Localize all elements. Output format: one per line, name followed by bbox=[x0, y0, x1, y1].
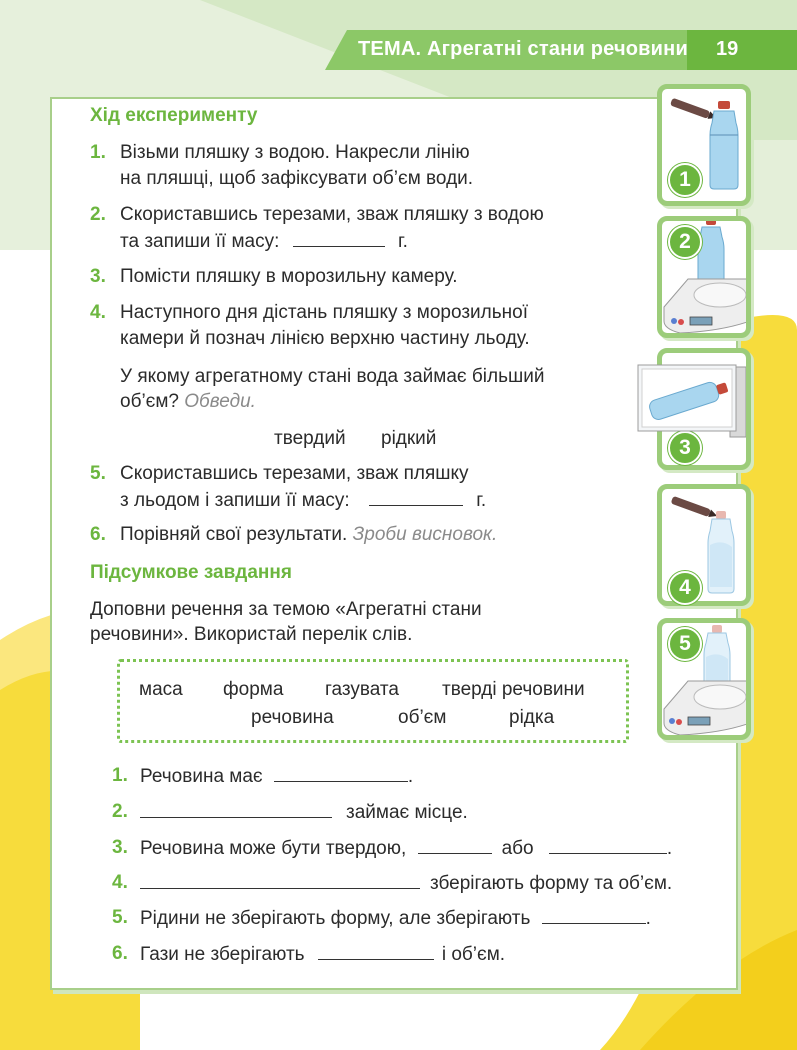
sentence-3-text: Речовина може бути твердою, bbox=[140, 838, 407, 859]
step-badge: 3 bbox=[668, 431, 702, 465]
sentence-1-end: . bbox=[407, 766, 414, 787]
sentence-6-end: і об’єм. bbox=[441, 944, 506, 965]
sentence-4-text: зберігають форму та об’єм. bbox=[430, 873, 673, 894]
sentence-number: 3. bbox=[112, 837, 128, 858]
sentence-6-text: Гази не зберігають bbox=[140, 944, 305, 965]
sentence-1-blank[interactable] bbox=[274, 763, 408, 782]
sentence-number: 5. bbox=[112, 907, 128, 928]
sentence-3-blank-b[interactable] bbox=[549, 835, 667, 854]
final-intro-line-2: речовини». Використай перелік слів. bbox=[90, 624, 413, 645]
step-2-line-1: Скориставшись терезами, зваж пляшку з водою bbox=[120, 204, 544, 225]
sentence-4-blank[interactable] bbox=[140, 870, 420, 889]
step-2-text: та запиши її масу: bbox=[120, 231, 280, 252]
step-card-4 bbox=[657, 484, 751, 606]
sentence-1 bbox=[140, 763, 413, 790]
sentence-6-blank[interactable] bbox=[318, 941, 434, 960]
sentence-number: 4. bbox=[112, 872, 128, 893]
freezer-compartment-illustration bbox=[637, 364, 737, 432]
step-1-line-1: Візьми пляшку з водою. Накресли лінію bbox=[120, 142, 470, 163]
step-6-line bbox=[120, 522, 497, 548]
word-bank-item: речовина bbox=[251, 707, 334, 728]
sentence-number: 1. bbox=[112, 765, 128, 786]
option-solid[interactable]: твердий bbox=[274, 428, 346, 449]
sentence-3-middle: або bbox=[501, 838, 534, 859]
question-text: об’єм? bbox=[120, 391, 179, 412]
step-number: 3. bbox=[90, 266, 106, 287]
step-card-2 bbox=[657, 216, 751, 338]
step-5-text: з льодом і запиши її масу: bbox=[120, 490, 350, 511]
word-bank-item: форма bbox=[223, 679, 284, 700]
step-badge: 1 bbox=[668, 163, 702, 197]
word-bank-item: газувата bbox=[325, 679, 399, 700]
step-5-line-1: Скориставшись терезами, зваж пляшку bbox=[120, 463, 469, 484]
step-badge: 4 bbox=[668, 571, 702, 605]
page-number: 19 bbox=[716, 38, 739, 60]
final-task-title: Підсумкове завдання bbox=[90, 562, 292, 583]
sentence-6 bbox=[140, 941, 505, 968]
step-number: 6. bbox=[90, 524, 106, 545]
sentence-5-text: Рідини не зберігають форму, але зберігають bbox=[140, 908, 531, 929]
mass-ice-blank[interactable] bbox=[369, 487, 463, 506]
word-bank-item: маса bbox=[139, 679, 183, 700]
sentence-2-blank[interactable] bbox=[140, 799, 332, 818]
step-1-line-2: на пляшці, щоб зафіксувати об’єм води. bbox=[120, 168, 474, 189]
sentence-5-end: . bbox=[645, 908, 651, 929]
step-badge: 5 bbox=[668, 627, 702, 661]
gram-unit: г. bbox=[397, 231, 408, 252]
sentence-3 bbox=[140, 835, 672, 862]
sentence-2 bbox=[140, 799, 468, 826]
step-number: 1. bbox=[90, 142, 106, 163]
step-3-line: Помісти пляшку в морозильну камеру. bbox=[120, 266, 458, 287]
sentence-3-blank-a[interactable] bbox=[418, 835, 492, 854]
sentence-number: 6. bbox=[112, 943, 128, 964]
sentence-number: 2. bbox=[112, 801, 128, 822]
word-bank-item: об’єм bbox=[398, 707, 447, 728]
experiment-title: Хід експерименту bbox=[90, 105, 258, 126]
page-topic-title: ТЕМА. Агрегатні стани речовини bbox=[358, 38, 688, 60]
question-line-2 bbox=[120, 389, 256, 415]
gram-unit: г. bbox=[476, 490, 487, 511]
step-card-1 bbox=[657, 84, 751, 206]
step-number: 2. bbox=[90, 204, 106, 225]
question-line-1: У якому агрегатному стані вода займає більший bbox=[120, 366, 545, 387]
step-number: 5. bbox=[90, 463, 106, 484]
word-bank-box bbox=[117, 659, 629, 743]
sentence-1-text: Речовина має bbox=[140, 766, 263, 787]
step-6-italic: Зроби висновок. bbox=[352, 524, 498, 545]
sentence-4 bbox=[140, 870, 672, 897]
step-badge: 2 bbox=[668, 225, 702, 259]
sentence-3-end: . bbox=[666, 838, 673, 859]
mass-water-blank[interactable] bbox=[293, 228, 385, 247]
word-bank-item: рідка bbox=[509, 707, 555, 728]
step-2-line-2 bbox=[120, 228, 408, 255]
step-4-line-1: Наступного дня дістань пляшку з морозильної bbox=[120, 302, 528, 323]
sentence-5 bbox=[140, 905, 651, 932]
step-number: 4. bbox=[90, 302, 106, 323]
step-4-line-2: камери й познач лінією верхню частину льоду. bbox=[120, 328, 530, 349]
step-6-text: Порівняй свої результати. bbox=[120, 524, 348, 545]
sentence-5-blank[interactable] bbox=[542, 905, 646, 924]
final-intro-line-1: Доповни речення за темою «Агрегатні стани bbox=[90, 599, 482, 620]
sentence-2-text: займає місце. bbox=[346, 802, 468, 823]
step-5-line-2 bbox=[120, 487, 486, 514]
circle-instruction: Обведи. bbox=[184, 391, 256, 412]
option-liquid[interactable]: рідкий bbox=[381, 428, 437, 449]
step-card-5 bbox=[657, 618, 751, 740]
word-bank-item: тверді речовини bbox=[442, 679, 585, 700]
